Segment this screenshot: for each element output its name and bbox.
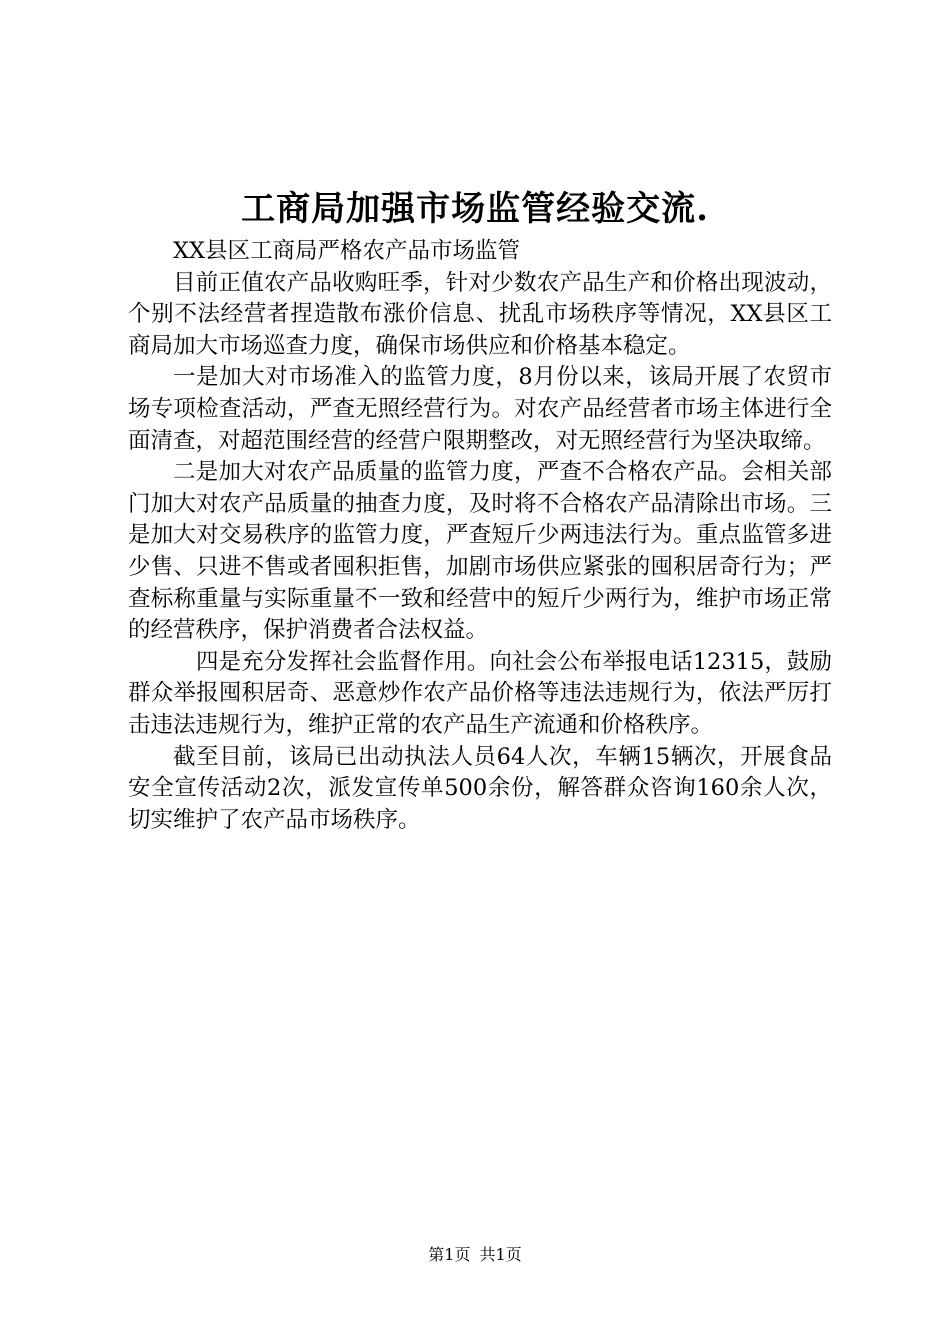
document-subtitle: XX县区工商局严格农产品市场监管 xyxy=(173,238,521,264)
paragraph-social-supervision: 四是充分发挥社会监督作用。向社会公布举报电话12315，鼓励群众举报囤积居奇、恶意炒作农产品价格等违法违规行为，依法严厉打击违法违规行为，维护正常的农产品生产流通和价格秩序。 xyxy=(128,648,832,738)
paragraph-market-access: 一是加大对市场准入的监管力度，8月份以来，该局开展了农贸市场专项检查活动，严查无照经营行为。对农产品经营者市场主体进行全面清查，对超范围经营的经营户限期整改，对无照经营行为坚决取缔。 xyxy=(128,364,832,454)
page-footer xyxy=(0,1244,950,1266)
page-number: 第1页 xyxy=(428,1245,471,1264)
document-title: 工商局加强市场监管经验交流. xyxy=(241,189,709,229)
document-body xyxy=(128,236,832,836)
paragraph-summary: 截至目前，该局已出动执法人员64人次，车辆15辆次，开展食品安全宣传活动2次，派发宣传单500余份，解答群众咨询160余人次，切实维护了农产品市场秩序。 xyxy=(128,743,832,833)
paragraph-intro: 目前正值农产品收购旺季，针对少数农产品生产和价格出现波动，个别不法经营者捏造散布涨价信息、扰乱市场秩序等情况，XX县区工商局加大市场巡查力度，确保市场供应和价格基本稳定。 xyxy=(128,269,832,359)
page-total: 共1页 xyxy=(479,1245,522,1264)
paragraph-product-quality: 二是加大对农产品质量的监管力度，严查不合格农产品。会相关部门加大对农产品质量的抽查力度，及时将不合格农产品清除出市场。三是加大对交易秩序的监管力度，严查短斤少两违法行为。重点监管多进少售、只进不售或者囤积拒售，加剧市场供应紧张的囤积居奇行为；严查标称重量与实际重量不一致和经营中的短斤少两行为，维护市场正常的经营秩序，保护消费者合法权益。 xyxy=(128,459,832,644)
